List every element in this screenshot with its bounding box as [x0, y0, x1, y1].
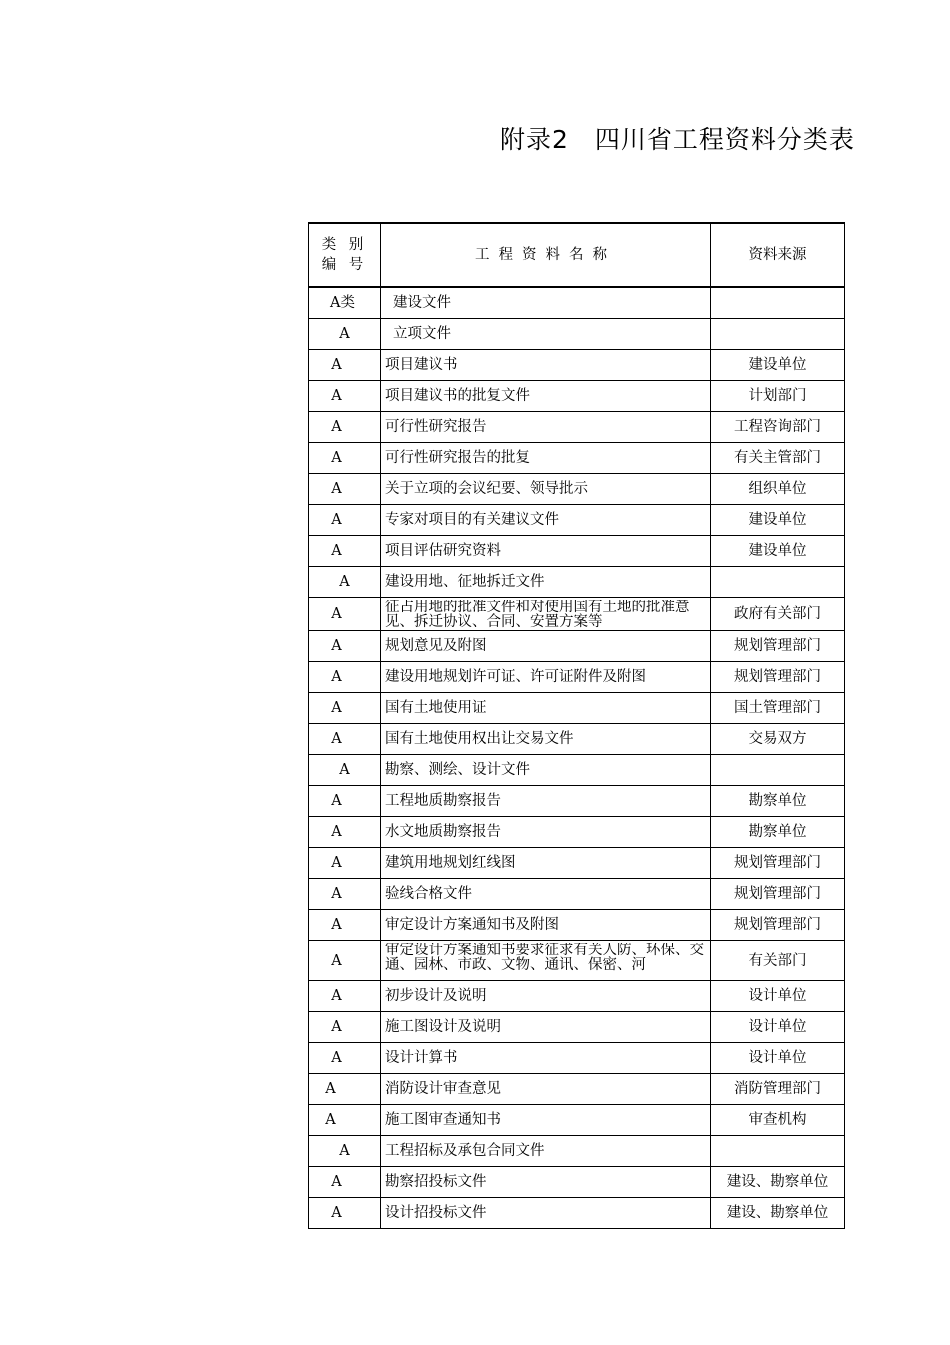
row-code-cell — [309, 598, 381, 631]
row-name-cell — [381, 381, 711, 412]
row-name: 水文地质勘察报告 — [385, 824, 501, 840]
header-code-cell — [309, 223, 381, 287]
row-code-cell — [309, 693, 381, 724]
table-row — [309, 1043, 845, 1074]
row-name-cell — [381, 817, 711, 848]
row-name-cell — [381, 1198, 711, 1229]
table-row — [309, 1136, 845, 1167]
row-name: 国有土地使用证 — [385, 700, 487, 716]
row-code: A — [331, 543, 342, 559]
table-row — [309, 287, 845, 319]
row-source-cell: 组织单位 — [711, 474, 845, 505]
table-row — [309, 910, 845, 941]
row-source-cell: 规划管理部门 — [711, 910, 845, 941]
row-name: 征占用地的批准文件和对使用国有土地的批准意见、拆迁协议、合同、安置方案等 — [385, 600, 690, 630]
row-source-cell: 工程咨询部门 — [711, 412, 845, 443]
row-name: 勘察招投标文件 — [385, 1174, 487, 1190]
row-name-cell — [381, 1043, 711, 1074]
row-code-cell — [309, 662, 381, 693]
row-source-cell: 建设单位 — [711, 350, 845, 381]
classification-table — [308, 222, 845, 1229]
row-name: 工程招标及承包合同文件 — [385, 1143, 545, 1159]
row-code: A — [331, 450, 342, 466]
row-code-cell — [309, 1198, 381, 1229]
table-row — [309, 1167, 845, 1198]
table-row — [309, 786, 845, 817]
row-code-cell — [309, 1012, 381, 1043]
row-name-cell — [381, 287, 711, 319]
row-name: 初步设计及说明 — [385, 988, 487, 1004]
row-name-cell — [381, 631, 711, 662]
row-name-cell — [381, 941, 711, 981]
row-name-cell — [381, 412, 711, 443]
table-row — [309, 941, 845, 981]
row-name: 施工图审查通知书 — [385, 1112, 501, 1128]
row-name-cell — [381, 910, 711, 941]
row-source-cell: 建设单位 — [711, 505, 845, 536]
row-source-cell: 设计单位 — [711, 981, 845, 1012]
row-code-cell — [309, 505, 381, 536]
row-name: 建设用地规划许可证、许可证附件及附图 — [385, 669, 646, 685]
row-name-cell — [381, 1136, 711, 1167]
row-code: A — [331, 700, 342, 716]
row-source-cell: 建设、勘察单位 — [711, 1167, 845, 1198]
row-code-cell — [309, 981, 381, 1012]
header-code-line1: 类 别 — [321, 237, 368, 253]
row-source-cell: 有关主管部门 — [711, 443, 845, 474]
row-name-cell — [381, 981, 711, 1012]
page-title: 附录2 四川省工程资料分类表 — [500, 125, 855, 154]
table-row — [309, 1105, 845, 1136]
row-name-cell — [381, 786, 711, 817]
row-source-cell: 审查机构 — [711, 1105, 845, 1136]
row-source-cell: 交易双方 — [711, 724, 845, 755]
row-code: A — [331, 731, 342, 747]
row-code: A — [331, 988, 342, 1004]
row-name-cell — [381, 755, 711, 786]
row-name: 项目建议书 — [385, 357, 458, 373]
header-code-line2: 编 号 — [321, 257, 368, 273]
row-code: A — [331, 952, 342, 969]
table-row — [309, 350, 845, 381]
row-source-cell: 规划管理部门 — [711, 879, 845, 910]
table-row — [309, 631, 845, 662]
table-row — [309, 1074, 845, 1105]
row-code: A — [331, 1174, 342, 1190]
row-name-cell — [381, 724, 711, 755]
row-name-cell — [381, 598, 711, 631]
row-code-cell — [309, 848, 381, 879]
row-source-cell — [711, 567, 845, 598]
row-name: 施工图设计及说明 — [385, 1019, 501, 1035]
row-source-cell: 规划管理部门 — [711, 631, 845, 662]
row-name: 消防设计审查意见 — [385, 1081, 501, 1097]
row-code: A — [339, 326, 350, 342]
row-source-cell: 规划管理部门 — [711, 848, 845, 879]
row-source-cell: 有关部门 — [711, 941, 845, 981]
row-source-cell: 勘察单位 — [711, 817, 845, 848]
row-source-cell: 勘察单位 — [711, 786, 845, 817]
table-row — [309, 662, 845, 693]
row-code: A — [331, 512, 342, 528]
row-name: 建筑用地规划红线图 — [385, 855, 516, 871]
row-code-cell — [309, 786, 381, 817]
row-code: A — [325, 1112, 336, 1128]
row-name: 项目建议书的批复文件 — [385, 388, 530, 404]
row-source-cell: 设计单位 — [711, 1043, 845, 1074]
row-code-cell — [309, 1074, 381, 1105]
row-source-cell — [711, 319, 845, 350]
row-name-cell — [381, 536, 711, 567]
row-code: A — [331, 419, 342, 435]
row-code-cell — [309, 536, 381, 567]
row-code: A — [331, 481, 342, 497]
row-name-cell — [381, 1074, 711, 1105]
row-name-cell — [381, 474, 711, 505]
row-code-cell — [309, 879, 381, 910]
row-code-cell — [309, 631, 381, 662]
row-name: 可行性研究报告 — [385, 419, 487, 435]
row-code-cell — [309, 817, 381, 848]
row-source-cell: 规划管理部门 — [711, 662, 845, 693]
table-row — [309, 755, 845, 786]
row-code-cell — [309, 1105, 381, 1136]
table-header-row — [309, 223, 845, 287]
row-code: A — [331, 638, 342, 654]
table-row — [309, 505, 845, 536]
row-name-cell — [381, 567, 711, 598]
row-name: 设计计算书 — [385, 1050, 458, 1066]
row-code: A — [331, 855, 342, 871]
row-name-cell — [381, 848, 711, 879]
row-code-cell — [309, 567, 381, 598]
table-row — [309, 724, 845, 755]
row-code-cell — [309, 941, 381, 981]
row-name: 勘察、测绘、设计文件 — [385, 762, 530, 778]
row-code: A — [331, 886, 342, 902]
table-row — [309, 879, 845, 910]
row-name-cell — [381, 662, 711, 693]
row-name: 规划意见及附图 — [385, 638, 487, 654]
row-code: A — [331, 669, 342, 685]
table-row — [309, 443, 845, 474]
row-name: 设计招投标文件 — [385, 1205, 487, 1221]
row-code: A — [331, 917, 342, 933]
row-code-cell — [309, 1043, 381, 1074]
row-name: 立项文件 — [393, 326, 451, 342]
row-code-cell — [309, 381, 381, 412]
table-row — [309, 598, 845, 631]
row-name: 可行性研究报告的批复 — [385, 450, 530, 466]
row-code-cell — [309, 755, 381, 786]
table-row — [309, 848, 845, 879]
row-name-cell — [381, 350, 711, 381]
table-row — [309, 1198, 845, 1229]
row-name: 工程地质勘察报告 — [385, 793, 501, 809]
row-name: 专家对项目的有关建议文件 — [385, 512, 559, 528]
table-row — [309, 474, 845, 505]
row-source-cell: 建设、勘察单位 — [711, 1198, 845, 1229]
row-code-cell — [309, 724, 381, 755]
row-code-cell — [309, 910, 381, 941]
table-row — [309, 319, 845, 350]
row-code-cell — [309, 1136, 381, 1167]
row-name-cell — [381, 1167, 711, 1198]
table-row — [309, 536, 845, 567]
row-code: A — [339, 574, 350, 590]
row-code-cell — [309, 287, 381, 319]
table-row — [309, 981, 845, 1012]
table-row — [309, 381, 845, 412]
row-source-cell: 消防管理部门 — [711, 1074, 845, 1105]
row-code: A — [331, 1019, 342, 1035]
table-row — [309, 693, 845, 724]
table-row — [309, 817, 845, 848]
header-name-cell: 工程资料名称 — [381, 223, 711, 287]
row-name-cell — [381, 693, 711, 724]
row-source-cell: 国土管理部门 — [711, 693, 845, 724]
table-row — [309, 567, 845, 598]
row-source-cell — [711, 755, 845, 786]
row-code: A类 — [330, 295, 355, 311]
row-code: A — [325, 1081, 336, 1097]
row-source-cell — [711, 1136, 845, 1167]
row-name: 建设文件 — [393, 295, 451, 311]
row-source-cell: 政府有关部门 — [711, 598, 845, 631]
row-code: A — [331, 1050, 342, 1066]
row-name-cell — [381, 319, 711, 350]
row-name: 项目评估研究资料 — [385, 543, 501, 559]
row-source-cell: 计划部门 — [711, 381, 845, 412]
row-source-cell — [711, 287, 845, 319]
row-name: 审定设计方案通知书要求征求有关人防、环保、交通、园林、市政、文物、通讯、保密、河 — [385, 943, 704, 973]
row-name-cell — [381, 1012, 711, 1043]
row-code: A — [331, 357, 342, 373]
table-row — [309, 412, 845, 443]
row-source-cell: 设计单位 — [711, 1012, 845, 1043]
row-code-cell — [309, 412, 381, 443]
row-code: A — [331, 793, 342, 809]
row-name: 国有土地使用权出让交易文件 — [385, 731, 574, 747]
row-name: 验线合格文件 — [385, 886, 472, 902]
row-code-cell — [309, 319, 381, 350]
row-code-cell — [309, 443, 381, 474]
row-code: A — [339, 762, 350, 778]
row-name: 关于立项的会议纪要、领导批示 — [385, 481, 588, 497]
row-code: A — [331, 388, 342, 404]
row-source-cell: 建设单位 — [711, 536, 845, 567]
row-name-cell — [381, 443, 711, 474]
row-code: A — [331, 824, 342, 840]
row-code: A — [339, 1143, 350, 1159]
header-source-cell: 资料来源 — [711, 223, 845, 287]
row-code: A — [331, 606, 342, 622]
row-code-cell — [309, 350, 381, 381]
row-name: 审定设计方案通知书及附图 — [385, 917, 559, 933]
row-name-cell — [381, 505, 711, 536]
row-code-cell — [309, 474, 381, 505]
row-code-cell — [309, 1167, 381, 1198]
row-code: A — [331, 1205, 342, 1221]
row-name: 建设用地、征地拆迁文件 — [385, 574, 545, 590]
row-name-cell — [381, 1105, 711, 1136]
table-row — [309, 1012, 845, 1043]
row-name-cell — [381, 879, 711, 910]
